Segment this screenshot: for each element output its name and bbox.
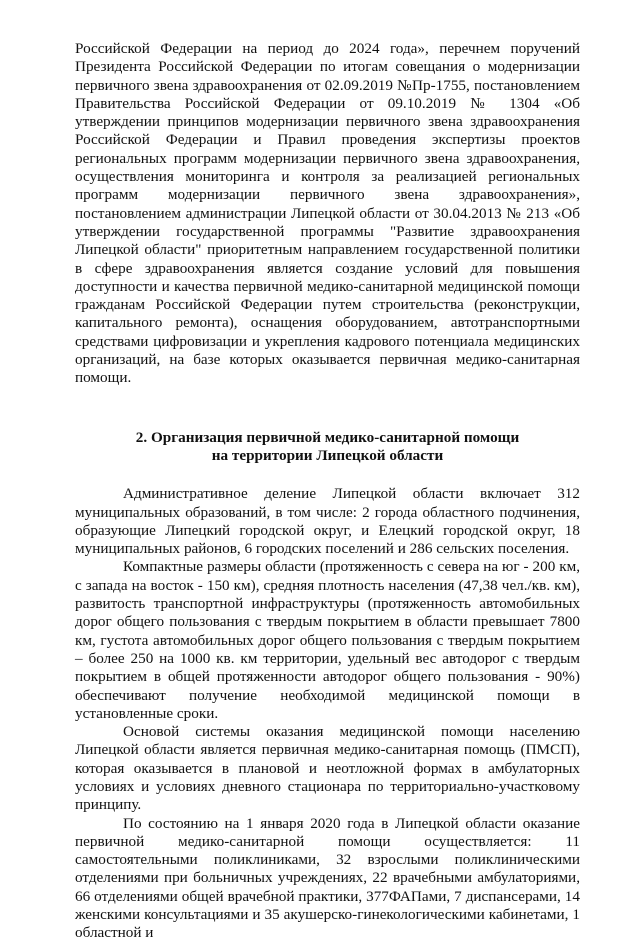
paragraph-region-size: Компактные размеры области (протяженность с севера на юг - 200 км, с запада на восток - 150 км), средняя плотность населения (47,38 чел./кв. км), развитость транспортной инфраструктуры (протяженность автомобильных дорог общего пользования с твердым покрытием в области превышает 7800 км, густота автомобильных дорог общего пользования с твердым покрытием – более 250 на 1000 кв. км территории, удельный вес автодорог с твердым покрытием в общей протяженности автодорог общего пользования - 90%) обеспечивают получение необходимой медицинской помощи в установленные сроки.: [75, 558, 580, 722]
section-heading: [75, 429, 580, 466]
paragraph-pmsp-basis: Основой системы оказания медицинской помощи населению Липецкой области является первичная медико-санитарная помощь (ПМСП), которая оказывается в плановой и неотложной формах в амбулаторных условиях и условиях дневного стационара по территориально-участковому принципу.: [75, 723, 580, 814]
paragraph-facilities-count: По состоянию на 1 января 2020 года в Липецкой области оказание первичной медико-санитарной помощи осуществляется: 11 самостоятельными поликлиниками, 32 взрослыми поликлиническими отделениями при больничных учреждениях, 22 врачебными амбулаториями, 66 отделениями общей врачебной практики, 377ФАПами, 7 диспансерами, 14 женскими консультациями и 35 акушерско-гинекологическими кабинетами, 1 областной и: [75, 814, 580, 942]
section-heading-line-2: на территории Липецкой области: [211, 446, 444, 464]
paragraph-administrative-division: Административное деление Липецкой области включает 312 муниципальных образований, в том числе: 2 города областного подчинения, образующие Липецкий городской округ, и Елецкий городской округ, 18 муниципальных районов, 6 городских поселений и 286 сельских поселения.: [75, 485, 580, 558]
document-body: [75, 40, 580, 943]
section-heading-line-1: 2. Организация первичной медико-санитарной помощи: [135, 428, 520, 446]
intro-paragraph: Российской Федерации на период до 2024 года», перечнем поручений Президента Российской Федерации по итогам совещания о модернизации первичного звена здравоохранения от 02.09.2019 №Пр-1755, постановлением Правительства Российской Федерации от 09.10.2019 № 1304 «Об утверждении принципов модернизации первичного звена здравоохранения Российской Федерации и Правил проведения экспертизы проектов региональных программ модернизации первичного звена здравоохранения, осуществления мониторинга и контроля за реализацией региональных программ модернизации первичного звена здравоохранения», постановлением администрации Липецкой области от 30.04.2013 № 213 «Об утверждении государственной программы "Развитие здравоохранения Липецкой области" приоритетным направлением государственной политики в сфере здравоохранения является создание условий для повышения доступности и качества первичной медико-санитарной медицинской помощи гражданам Российской Федерации путем строительства (реконструкции, капитального ремонта), оснащения оборудованием, автотранспортными средствами цифровизации и укрепления кадрового потенциала медицинских организаций, на базе которых оказывается первичная медико-санитарная помощи.: [75, 40, 580, 387]
